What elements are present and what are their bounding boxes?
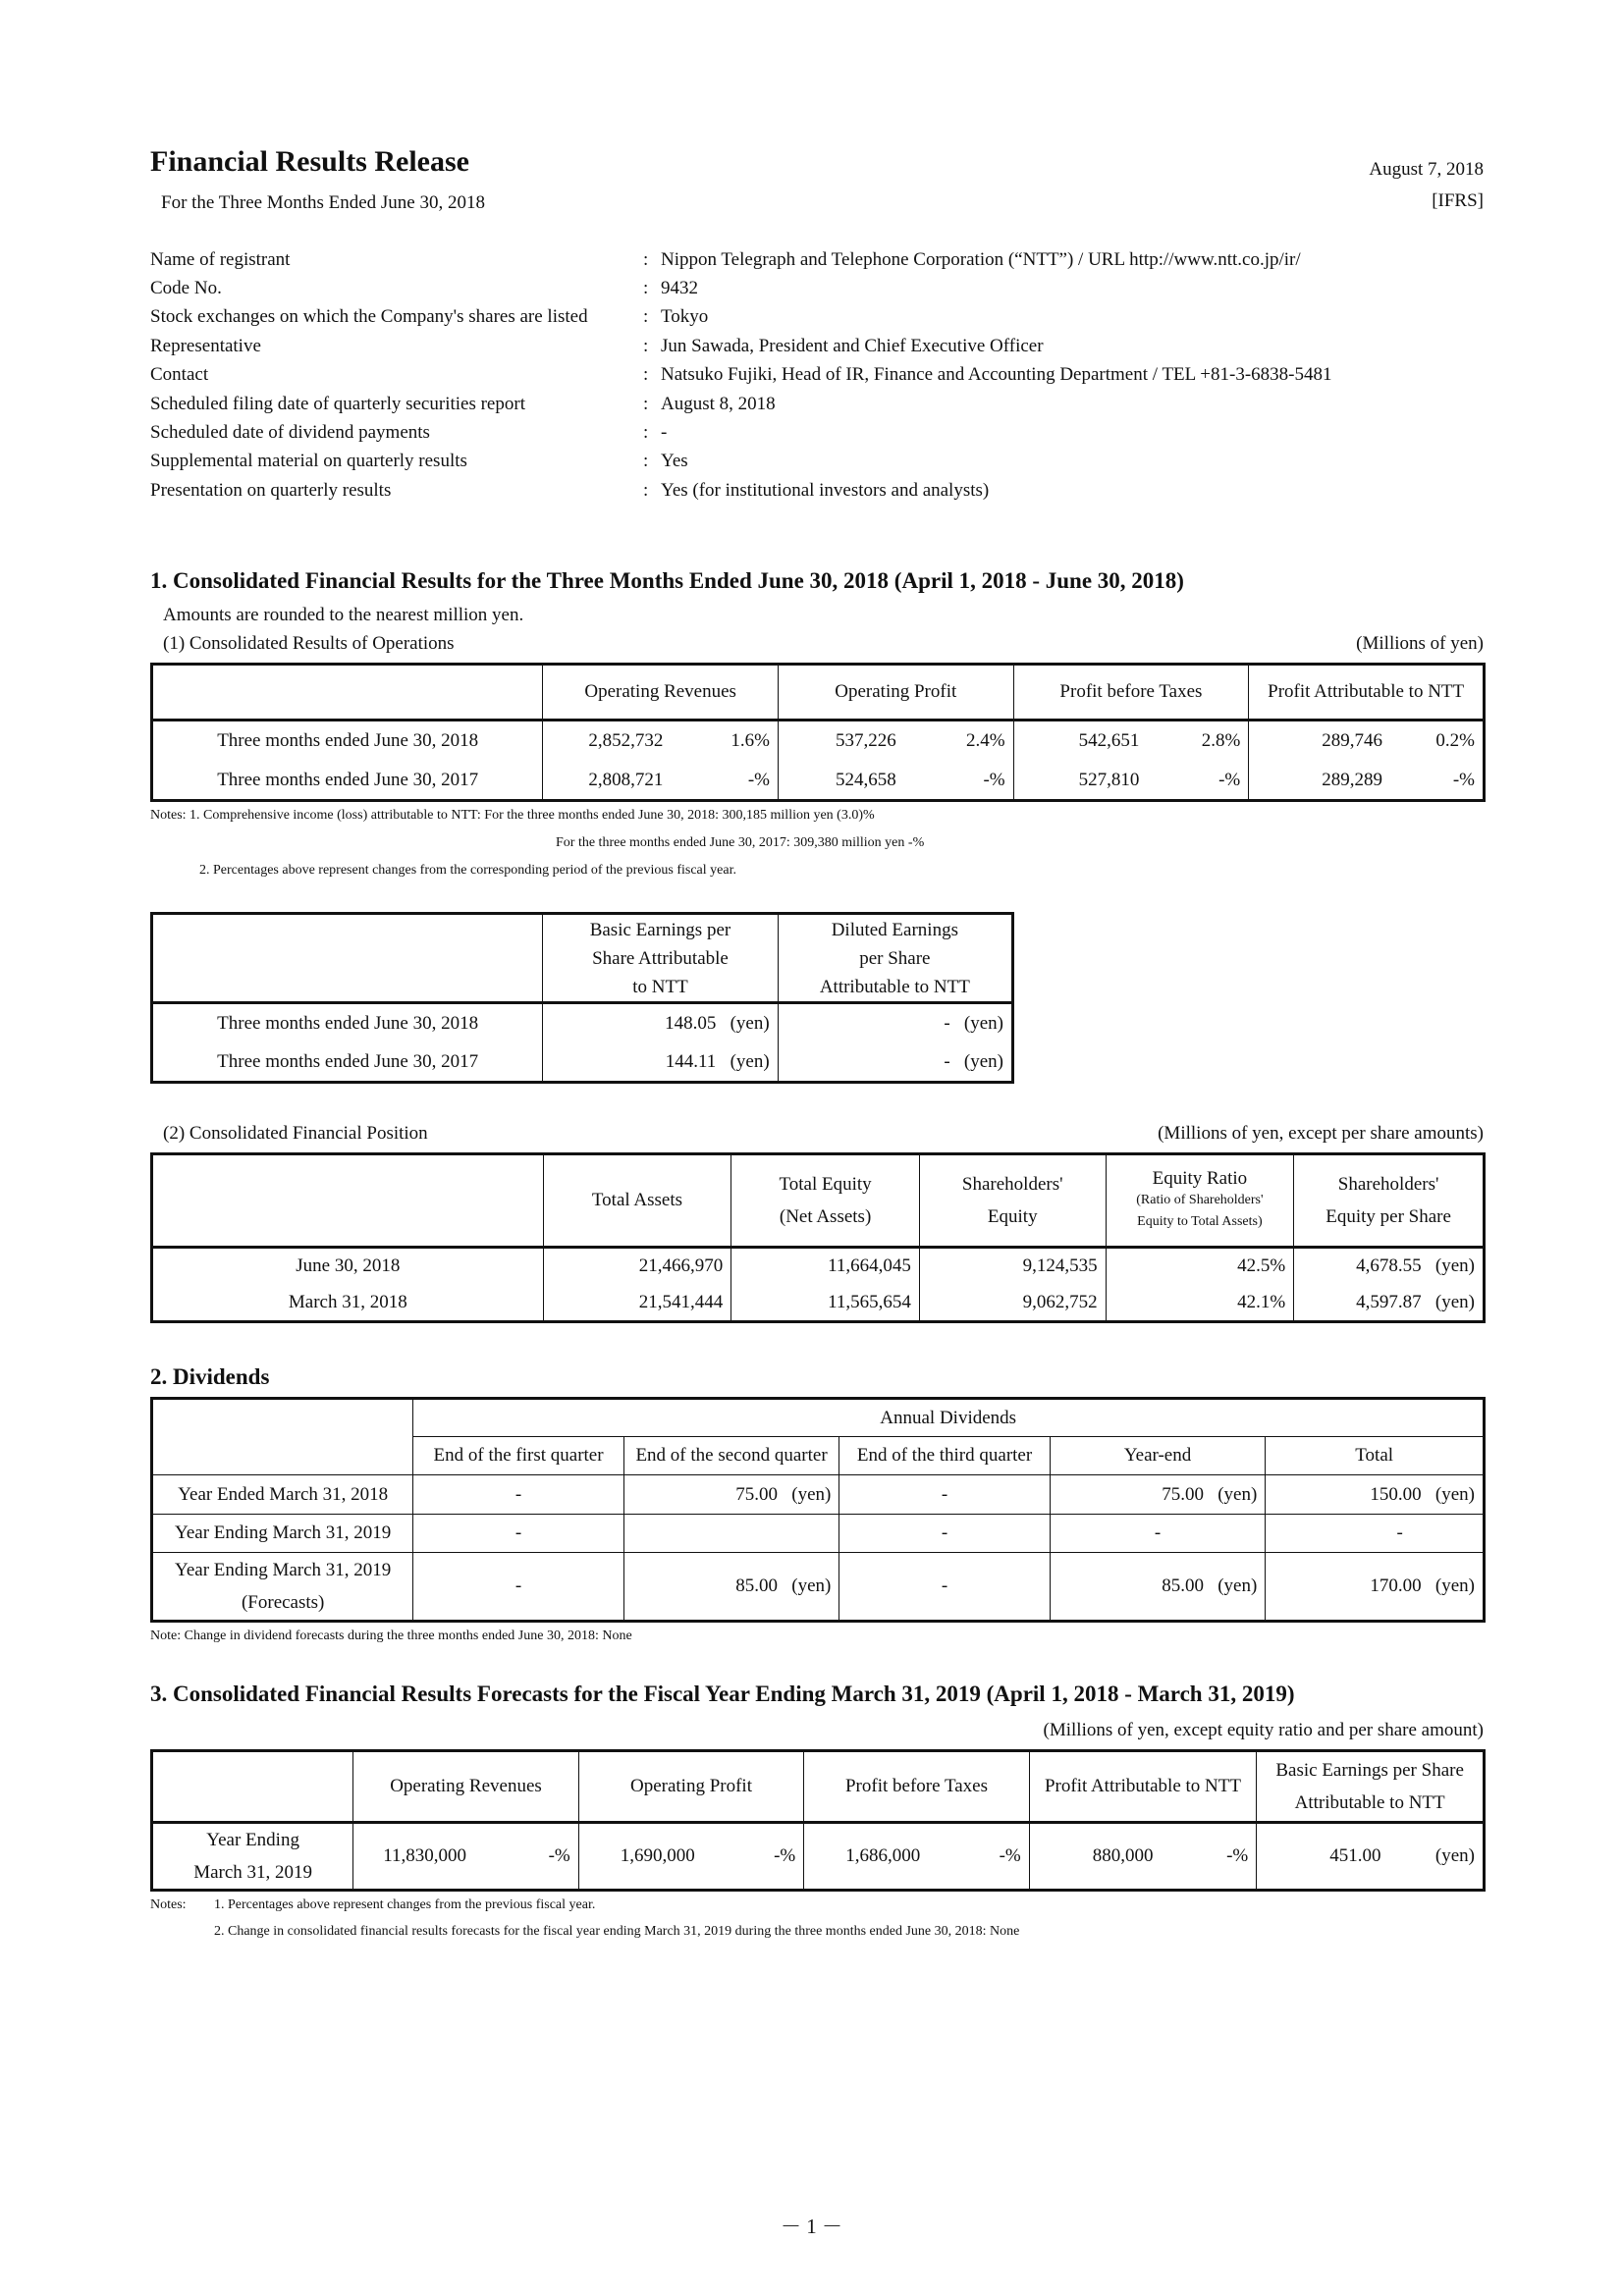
page-title: Financial Results Release: [150, 145, 469, 178]
section-3-title: 3. Consolidated Financial Results Forecasts for the Fiscal Year Ending March 31, 2019 (April 1, 2018 - March 31, 2019): [150, 1682, 1295, 1706]
dividends-table: [150, 1397, 1486, 1623]
page-number: － 1 －: [781, 2215, 842, 2238]
table-row: Year Ending March 31, 2019 11,830,000 -% 1,690,000 -% 1,686,000 -% 880,000 -% 451.00 (yen): [152, 1823, 1485, 1891]
table-row: Three months ended June 30, 2017 144.11 (yen) - (yen): [152, 1043, 1013, 1083]
col-header: Basic Earnings per Share Attributable to NTT: [1257, 1751, 1485, 1823]
forecast-note-1: 1. Percentages above represent changes from the previous fiscal year.: [214, 1897, 596, 1912]
info-row: Supplemental material on quarterly results : Yes: [150, 451, 688, 472]
release-date: August 7, 2018: [1369, 159, 1484, 180]
col-header: Total Equity (Net Assets): [731, 1154, 920, 1248]
col-header: Operating Revenues: [543, 665, 779, 721]
col-header: Operating Revenues: [353, 1751, 578, 1823]
section-2-title: 2. Dividends: [150, 1364, 270, 1389]
position-table: [150, 1152, 1486, 1323]
annual-dividends-header: Annual Dividends: [413, 1399, 1485, 1437]
table-row: Year Ending March 31, 2019 - - - -: [152, 1515, 1485, 1553]
unit-label: (Millions of yen): [1356, 633, 1484, 654]
note-1: Notes: 1. Comprehensive income (loss) attributable to NTT: For the three months ended June 30, 2018: 300,185 million yen (3.0)%: [150, 808, 875, 823]
col-header: Shareholders' Equity: [919, 1154, 1106, 1248]
unit-label: (Millions of yen, except equity ratio and per share amount): [1043, 1720, 1484, 1740]
operations-table: [150, 663, 1486, 802]
section-1-title: 1. Consolidated Financial Results for the Three Months Ended June 30, 2018 (April 1, 2018 - June 30, 2018): [150, 568, 1184, 593]
info-row: Scheduled date of dividend payments : -: [150, 422, 668, 444]
col-header: Shareholders' Equity per Share: [1294, 1154, 1485, 1248]
dividend-note: Note: Change in dividend forecasts during the three months ended June 30, 2018: None: [150, 1629, 632, 1643]
header-blank: [152, 665, 543, 721]
page-subtitle: For the Three Months Ended June 30, 2018: [161, 192, 485, 213]
info-row: Code No. : 9432: [150, 278, 698, 299]
rounding-note: Amounts are rounded to the nearest million yen.: [163, 605, 524, 625]
col-header: Year-end: [1050, 1437, 1266, 1475]
table-row: Year Ending March 31, 2019 (Forecasts) - 85.00 (yen) - 85.00 (yen) 170.00 (yen): [152, 1553, 1485, 1622]
col-header: Total Assets: [543, 1154, 731, 1248]
table-row: Three months ended June 30, 2018 2,852,732 1.6% 537,226 2.4% 542,651 2.8% 289,746 0.2%: [152, 721, 1485, 762]
info-row: Representative : Jun Sawada, President and Chief Executive Officer: [150, 335, 1044, 356]
table-row: June 30, 2018 21,466,970 11,664,045 9,124,535 42.5% 4,678.55 (yen): [152, 1248, 1485, 1285]
info-row: Presentation on quarterly results : Yes (for institutional investors and analysts): [150, 479, 990, 501]
info-row: Scheduled filing date of quarterly securities report : August 8, 2018: [150, 393, 776, 414]
forecast-note-2: 2. Change in consolidated financial results forecasts for the fiscal year ending March 31, 2019 during the three months ended June 30, 2018: None: [214, 1924, 1020, 1939]
col-header: Basic Earnings per Share Attributable to NTT: [543, 914, 778, 1003]
col-header: Diluted Earnings per Share Attributable to NTT: [778, 914, 1012, 1003]
forecast-table: [150, 1749, 1486, 1892]
col-header: End of the second quarter: [623, 1437, 839, 1475]
col-header: End of the first quarter: [413, 1437, 623, 1475]
col-header: Total: [1266, 1437, 1485, 1475]
note-2: 2. Percentages above represent changes from the corresponding period of the previous fiscal year.: [199, 863, 736, 878]
note-1b: For the three months ended June 30, 2017: 309,380 million yen -%: [556, 835, 925, 850]
eps-table: [150, 912, 1014, 1084]
unit-label: (Millions of yen, except per share amounts): [1158, 1123, 1484, 1144]
col-header: Operating Profit: [778, 665, 1013, 721]
col-header: Operating Profit: [578, 1751, 804, 1823]
info-row: Stock exchanges on which the Company's shares are listed : Tokyo: [150, 306, 709, 328]
results-subheading: (1) Consolidated Results of Operations: [163, 633, 455, 654]
col-header: Profit Attributable to NTT: [1249, 665, 1485, 721]
table-row: Three months ended June 30, 2017 2,808,721 -% 524,658 -% 527,810 -% 289,289 -%: [152, 762, 1485, 801]
table-row: Year Ended March 31, 2018 - 75.00 (yen) - 75.00 (yen) 150.00 (yen): [152, 1475, 1485, 1515]
info-row: Name of registrant : Nippon Telegraph and Telephone Corporation (“NTT”) / URL http://www.ntt.co.jp/ir/: [150, 248, 1301, 270]
col-header: Profit before Taxes: [1013, 665, 1249, 721]
table-row: Three months ended June 30, 2018 148.05 (yen) - (yen): [152, 1003, 1013, 1043]
col-header: Profit Attributable to NTT: [1029, 1751, 1257, 1823]
table-row: March 31, 2018 21,541,444 11,565,654 9,062,752 42.1% 4,597.87 (yen): [152, 1285, 1485, 1322]
forecast-notes-label: Notes:: [150, 1897, 187, 1912]
position-subheading: (2) Consolidated Financial Position: [163, 1123, 428, 1144]
col-header: End of the third quarter: [839, 1437, 1050, 1475]
col-header: Profit before Taxes: [804, 1751, 1030, 1823]
accounting-standard: [IFRS]: [1432, 190, 1484, 211]
col-header: Equity Ratio (Ratio of Shareholders' Equity to Total Assets): [1106, 1154, 1294, 1248]
info-row: Contact : Natsuko Fujiki, Head of IR, Finance and Accounting Department / TEL +81-3-6838-5481: [150, 364, 1332, 386]
company-info: [150, 245, 1332, 506]
